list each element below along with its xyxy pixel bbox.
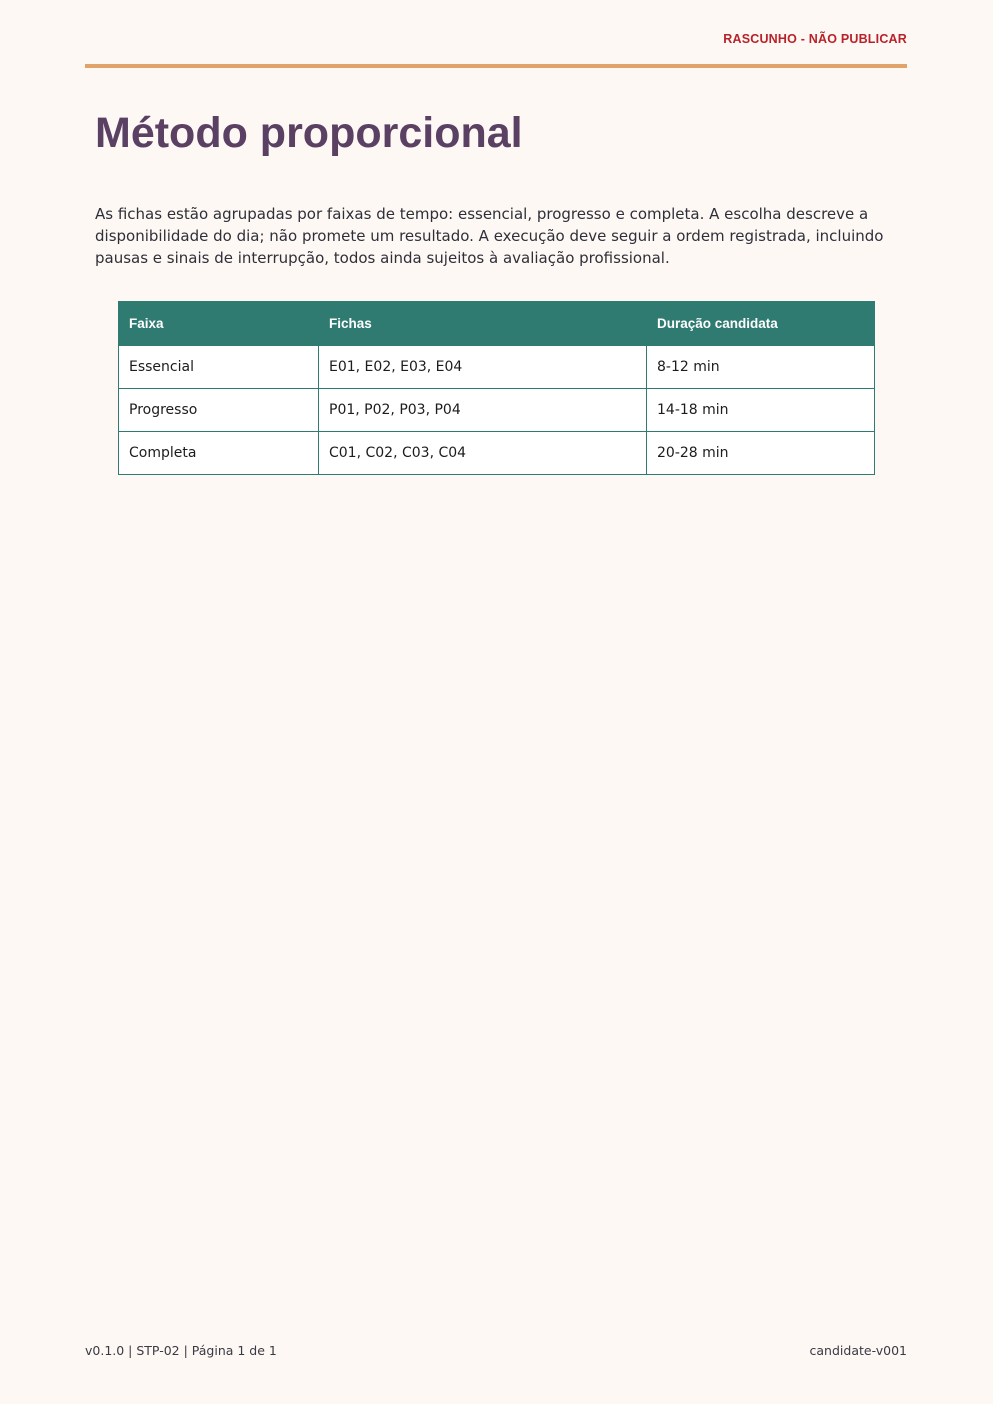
tracks-table <box>118 301 875 475</box>
cell-fichas: E01, E02, E03, E04 <box>319 346 647 389</box>
cell-faixa: Progresso <box>119 389 319 432</box>
cell-faixa: Essencial <box>119 346 319 389</box>
cell-fichas: C01, C02, C03, C04 <box>319 432 647 475</box>
table-row <box>119 346 875 389</box>
cell-duracao: 20-28 min <box>647 432 875 475</box>
table-header-row <box>119 302 875 346</box>
page-title: Método proporcional <box>95 109 523 157</box>
column-header-fichas: Fichas <box>319 302 647 346</box>
footer-candidate-id: candidate-v001 <box>809 1343 907 1358</box>
table-row <box>119 389 875 432</box>
cell-fichas: P01, P02, P03, P04 <box>319 389 647 432</box>
column-header-duracao: Duração candidata <box>647 302 875 346</box>
cell-faixa: Completa <box>119 432 319 475</box>
header-divider <box>85 64 907 68</box>
column-header-faixa: Faixa <box>119 302 319 346</box>
footer-version-info: v0.1.0 | STP-02 | Página 1 de 1 <box>85 1343 277 1358</box>
intro-paragraph: As fichas estão agrupadas por faixas de tempo: essencial, progresso e completa. A escolha descreve a disponibilidade do dia; não promete um resultado. A execução deve seguir a ordem registrada, incluindo pausas e sinais de interrupção, todos ainda sujeitos à avaliação profissional. <box>95 205 884 267</box>
draft-banner: RASCUNHO - NÃO PUBLICAR <box>723 32 907 46</box>
cell-duracao: 14-18 min <box>647 389 875 432</box>
cell-duracao: 8-12 min <box>647 346 875 389</box>
table-row <box>119 432 875 475</box>
